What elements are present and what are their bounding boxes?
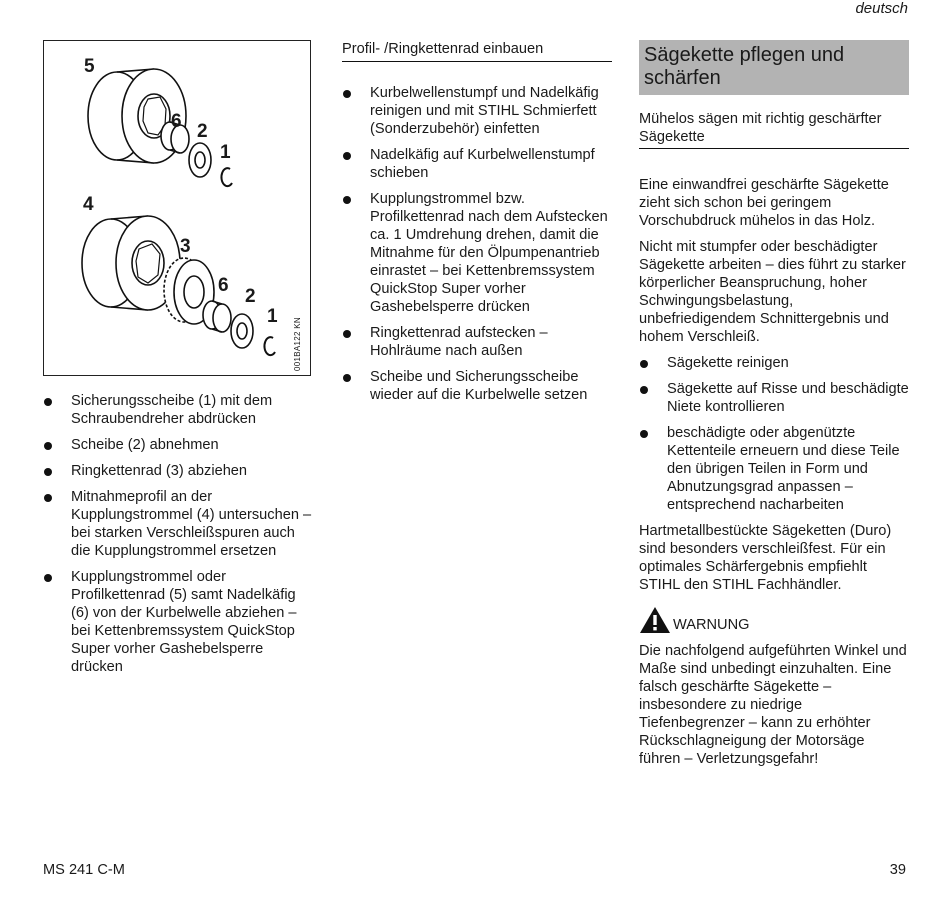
warning-label: WARNUNG — [673, 617, 750, 633]
list-item: Ringkettenrad (3) abziehen — [43, 462, 313, 480]
removal-steps-list — [43, 392, 313, 676]
sprocket-exploded-figure — [43, 40, 311, 376]
warning-end: ! — [814, 751, 819, 767]
label-5: 5 — [84, 56, 95, 77]
paragraph: Nicht mit stumpfer oder beschädigter Sägekette arbeiten – dies führt zu starker körperlicher Beanspruchung, hoher Schwingungsbelastung, unbefriedigendem Schnittergebnis und hohem Verschleiß. — [639, 239, 906, 345]
label-3: 3 — [180, 236, 191, 257]
column-left — [43, 40, 313, 684]
paragraph: Eine einwandfrei geschärfte Sägekette zieht sich schon bei geringem Vorschubdruck mühelos in das Holz. — [639, 177, 889, 229]
installation-steps-list — [342, 84, 612, 404]
label-4: 4 — [83, 194, 94, 215]
label-1-lower: 1 — [267, 306, 278, 327]
list-item: Kupplungstrommel oder Profilkettenrad (5) samt Nadelkäfig (6) von der Kurbelwelle abziehen – bei Kettenbremssystem QuickStop Super vorher Gashebelsperre drücken — [43, 568, 313, 676]
label-2-upper: 2 — [197, 121, 208, 142]
list-item: Scheibe und Sicherungsscheibe wieder auf die Kurbelwelle setzen — [342, 368, 612, 404]
list-item: Nadelkäfig auf Kurbelwellenstumpf schieben — [342, 146, 612, 182]
list-item: Scheibe (2) abnehmen — [43, 436, 313, 454]
label-2-lower: 2 — [245, 286, 256, 307]
warning-text: Die nachfolgend aufgeführten Winkel und Maße sind unbedingt einzuhalten. Eine falsch geschärfte Sägekette – insbesondere zu niedrige Tiefenbegrenzer – kann zu erhöhter Rückschlagneigung der Motorsäge führen – — [639, 643, 907, 767]
warning-paragraph — [639, 642, 909, 768]
language-label: deutsch — [855, 0, 908, 17]
chapter-title: Sägekette pflegen und schärfen — [639, 40, 909, 95]
sub-heading: Mühelos sägen mit richtig geschärfter Sägekette — [639, 110, 909, 149]
list-item: Kurbelwellenstumpf und Nadelkäfig reinigen und mit STIHL Schmierfett (Sonderzubehör) einfetten — [342, 84, 612, 138]
figure-code: 001BA122 KN — [293, 316, 302, 371]
list-item: Sägekette reinigen — [639, 354, 909, 372]
list-item: beschädigte oder abgenützte Kettenteile erneuern und diese Teile den übrigen Teilen in Form und Abnutzungsgrad anpassen – entsprechend nacharbeiten — [639, 424, 909, 514]
page-number: 39 — [889, 862, 906, 878]
column-middle — [342, 40, 612, 412]
paragraph: Hartmetallbestückte Sägeketten (Duro) sind besonders verschleißfest. Für ein optimales Schärfergebnis empfiehlt STIHL den STIHL Fachhändler. — [639, 523, 892, 593]
section-heading: Profil- /Ringkettenrad einbauen — [342, 40, 612, 62]
list-item: Sägekette auf Risse und beschädigte Niete kontrollieren — [639, 380, 909, 416]
label-6-lower: 6 — [218, 275, 229, 296]
column-right — [639, 40, 909, 776]
list-item: Ringkettenrad aufstecken – Hohlräume nach außen — [342, 324, 612, 360]
model-name: MS 241 C-M — [43, 862, 125, 878]
warning-heading — [639, 606, 909, 634]
chain-care-list — [639, 354, 909, 514]
warning-triangle-icon — [639, 606, 671, 634]
label-6-upper: 6 — [171, 111, 182, 132]
list-item: Kupplungstrommel bzw. Profilkettenrad nach dem Aufstecken ca. 1 Umdrehung drehen, damit die Mitnahme für den Ölpumpenantrieb einrastet – bei Kettenbremssystem QuickStop Super vorher Gashebelsperre drücken — [342, 190, 612, 316]
warning-emphasis: Verletzungsgefahr — [696, 751, 815, 767]
list-item: Sicherungsscheibe (1) mit dem Schraubendreher abdrücken — [43, 392, 313, 428]
label-1-upper: 1 — [220, 142, 231, 163]
list-item: Mitnahmeprofil an der Kupplungstrommel (4) untersuchen – bei starken Verschleißspuren auch die Kupplungstrommel ersetzen — [43, 488, 313, 560]
